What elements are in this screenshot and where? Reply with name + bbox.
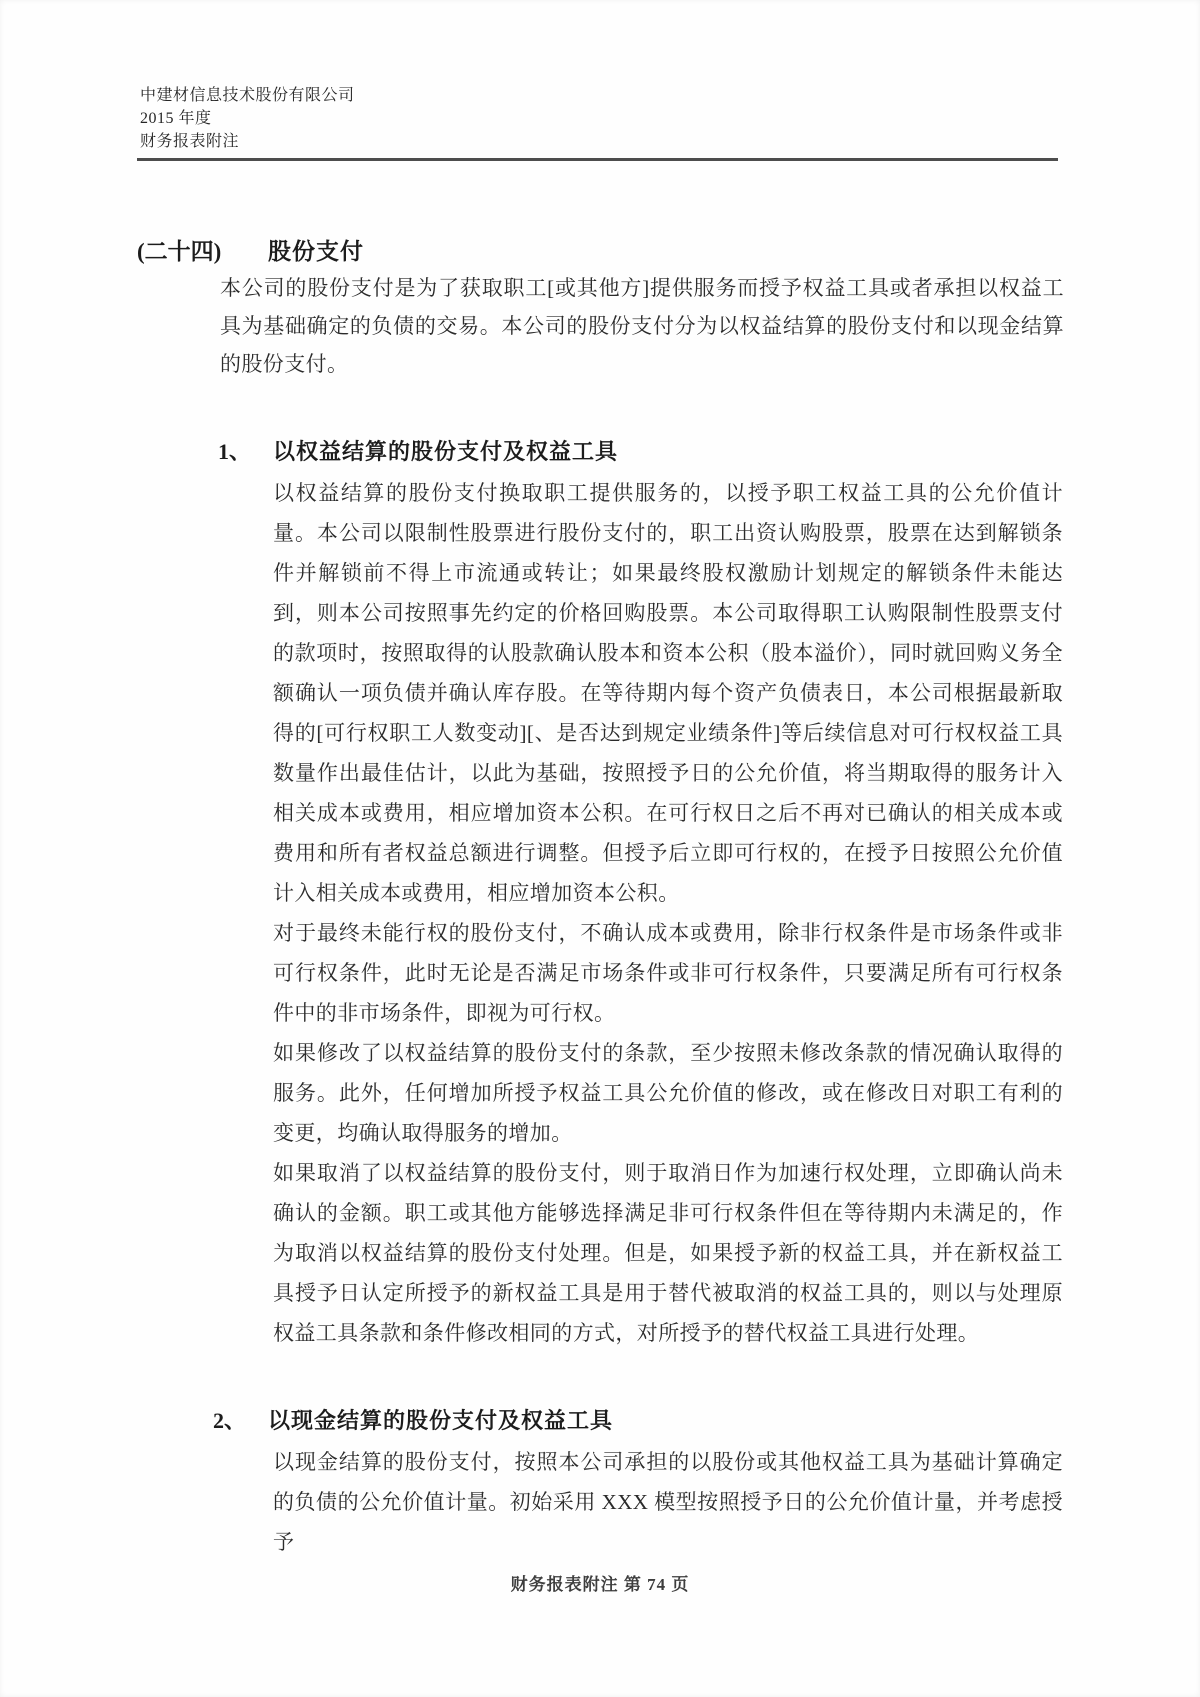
subsection-2-heading <box>213 1404 613 1435</box>
paragraph: 如果取消了以权益结算的股份支付，则于取消日作为加速行权处理，立即确认尚未确认的金额。职工或其他方能够选择满足非可行权条件但在等待期内未满足的，作为取消以权益结算的股份支付处理。但是，如果授予新的权益工具，并在新权益工具授予日认定所授予的新权益工具是用于替代被取消的权益工具的，则以与处理原权益工具条款和条件修改相同的方式，对所授予的替代权益工具进行处理。 <box>273 1161 1063 1345</box>
intro-paragraph: 本公司的股份支付是为了获取职工[或其他方]提供服务而授予权益工具或者承担以权益工具为基础确定的负债的交易。本公司的股份支付分为以权益结算的股份支付和以现金结算的股份支付。 <box>220 276 1064 376</box>
subsection-1-heading <box>218 435 618 466</box>
subsection-2-body <box>273 1442 1063 1562</box>
subsection-1-number: 1、 <box>218 439 252 464</box>
section-number: (二十四) <box>137 239 222 264</box>
subsection-1-title: 以权益结算的股份支付及权益工具 <box>273 439 619 464</box>
header-rule <box>137 158 1058 161</box>
footer-text: 财务报表附注 第 74 页 <box>510 1575 690 1594</box>
paragraph: 如果修改了以权益结算的股份支付的条款，至少按照未修改条款的情况确认取得的服务。此外，任何增加所授予权益工具公允价值的修改，或在修改日对职工有利的变更，均确认取得服务的增加。 <box>273 1041 1063 1145</box>
document-title: 财务报表附注 <box>140 133 240 150</box>
section-intro <box>220 269 1064 383</box>
subsection-2-title: 以现金结算的股份支付及权益工具 <box>268 1408 614 1433</box>
paragraph: 以现金结算的股份支付，按照本公司承担的以股份或其他权益工具为基础计算确定的负债的公允价值计量。初始采用 XXX 模型按照授予日的公允价值计量，并考虑授予 <box>273 1450 1063 1554</box>
paragraph: 对于最终未能行权的股份支付，不确认成本或费用，除非行权条件是市场条件或非可行权条件，此时无论是否满足市场条件或非可行权条件，只要满足所有可行权条件中的非市场条件，即视为可行权。 <box>273 921 1063 1025</box>
page-header <box>140 84 355 153</box>
paragraph: 以权益结算的股份支付换取职工提供服务的，以授予职工权益工具的公允价值计量。本公司以限制性股票进行股份支付的，职工出资认购股票，股票在达到解锁条件并解锁前不得上市流通或转让；如果最终股权激励计划规定的解锁条件未能达到，则本公司按照事先约定的价格回购股票。本公司取得职工认购限制性股票支付的款项时，按照取得的认股款确认股本和资本公积（股本溢价），同时就回购义务全额确认一项负债并确认库存股。在等待期内每个资产负债表日，本公司根据最新取得的[可行权职工人数变动][、是否达到规定业绩条件]等后续信息对可行权权益工具数量作出最佳估计，以此为基础，按照授予日的公允价值，将当期取得的服务计入相关成本或费用，相应增加资本公积。在可行权日之后不再对已确认的相关成本或费用和所有者权益总额进行调整。但授予后立即可行权的，在授予日按照公允价值计入相关成本或费用，相应增加资本公积。 <box>273 481 1063 905</box>
section-title: 股份支付 <box>268 238 364 264</box>
section-heading <box>137 233 364 266</box>
report-year: 2015 年度 <box>140 110 212 127</box>
page-footer <box>0 1570 1200 1595</box>
subsection-1-body <box>273 473 1063 1353</box>
company-name: 中建材信息技术股份有限公司 <box>140 87 355 104</box>
subsection-2-number: 2、 <box>213 1408 247 1433</box>
